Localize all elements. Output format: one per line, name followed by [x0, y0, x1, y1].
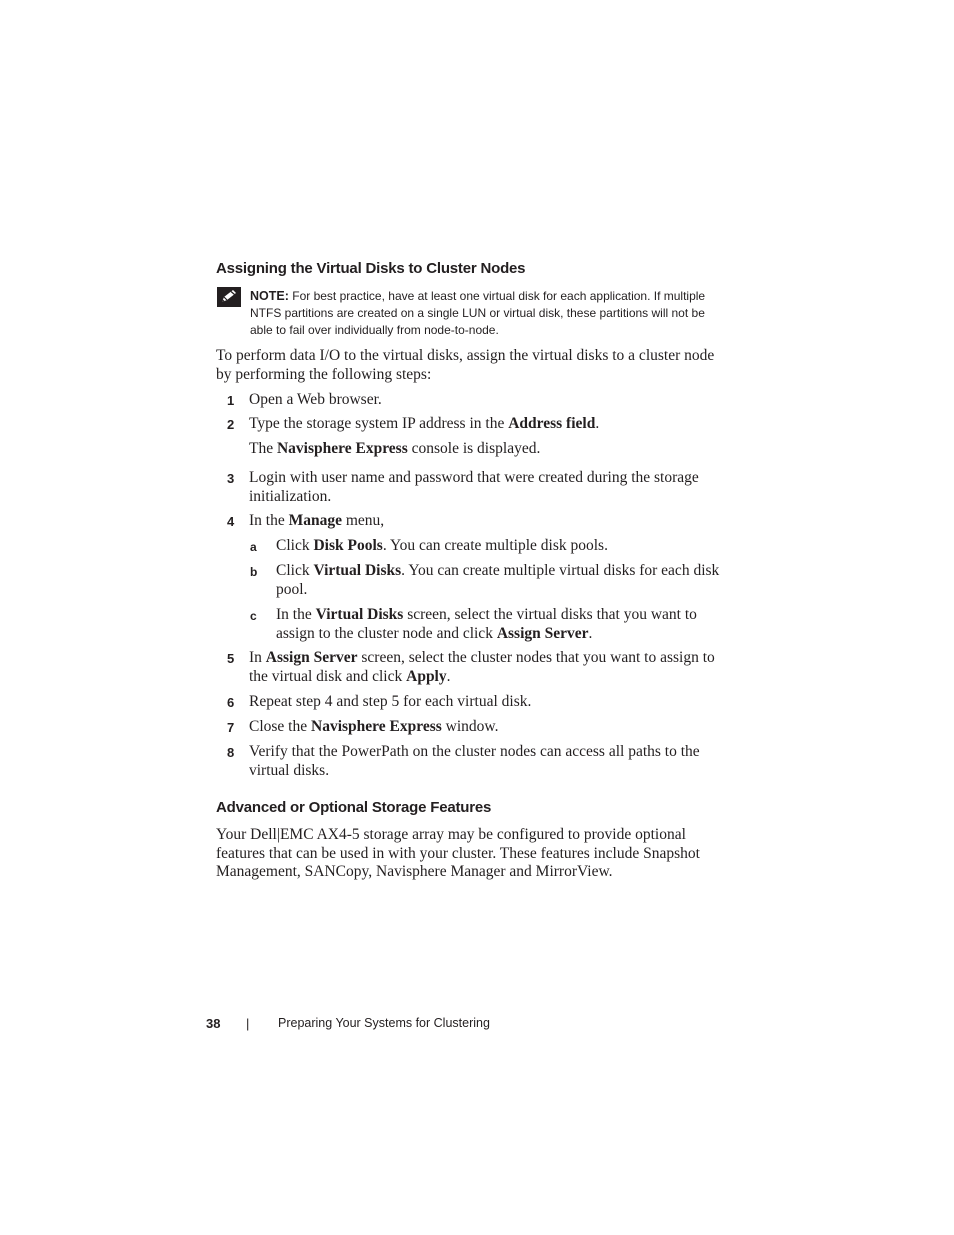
- substep-text: In the Virtual Disks screen, select the virtual disks that you want to assign to the cluster node and click Assign Server.: [276, 606, 697, 642]
- substep-text: Click Disk Pools. You can create multiple disk pools.: [276, 537, 608, 554]
- step-number: 5: [227, 651, 235, 666]
- substep-letter: c: [250, 609, 257, 623]
- ui-term: Manage: [288, 512, 342, 529]
- substep-text: Click Virtual Disks. You can create multiple virtual disks for each disk pool.: [276, 562, 720, 598]
- step-number: 3: [227, 471, 235, 486]
- substep-letter: a: [250, 540, 257, 554]
- step-result: The Navisphere Express console is displayed.: [249, 440, 541, 457]
- step-text: Close the Navisphere Express window.: [249, 718, 499, 735]
- intro-paragraph: To perform data I/O to the virtual disks, assign the virtual disks to a cluster node by performing the following steps:: [216, 347, 715, 383]
- step-number: 1: [227, 393, 235, 408]
- section-heading-advanced: Advanced or Optional Storage Features: [216, 799, 492, 816]
- footer-chapter-title: Preparing Your Systems for Clustering: [278, 1016, 490, 1030]
- step-text: Type the storage system IP address in the Address field.: [249, 415, 600, 432]
- section-heading-assigning: Assigning the Virtual Disks to Cluster Nodes: [216, 260, 526, 277]
- step-number: 8: [227, 745, 235, 760]
- ui-term: Address field: [508, 415, 596, 432]
- step-text: Login with user name and password that were created during the storage initialization.: [249, 469, 699, 505]
- note-label: NOTE:: [250, 289, 289, 303]
- substep-letter: b: [250, 565, 258, 579]
- step-number: 6: [227, 695, 235, 710]
- step-number: 2: [227, 417, 235, 432]
- step-text: In Assign Server screen, select the cluster nodes that you want to assign to the virtual disk and click Apply.: [249, 649, 715, 685]
- step-text: In the Manage menu,: [249, 512, 385, 529]
- step-number: 4: [227, 514, 235, 529]
- ui-term: Assign Server: [496, 624, 589, 642]
- ui-term: Disk Pools: [313, 537, 383, 554]
- ui-term: Virtual Disks: [313, 562, 402, 579]
- ui-term: Apply: [406, 667, 447, 685]
- page-number: 38: [206, 1016, 221, 1031]
- pencil-note-icon: [217, 287, 241, 307]
- step-number: 7: [227, 720, 235, 735]
- ui-term: Virtual Disks: [315, 606, 404, 623]
- note-text: For best practice, have at least one virtual disk for each application. If multiple NTFS partitions are created on a single LUN or virtual disk, these partitions will not be able to fail over individually from node-to-node.: [250, 289, 706, 337]
- features-paragraph: Your Dell|EMC AX4-5 storage array may be configured to provide optional features that can be used in with your cluster. These features include Snapshot Management, SANCopy, Navisphere Manager and MirrorView.: [216, 826, 700, 880]
- step-text: Verify that the PowerPath on the cluster nodes can access all paths to the virtual disks.: [249, 743, 700, 779]
- step-text: Open a Web browser.: [249, 391, 382, 408]
- footer-separator: |: [246, 1016, 250, 1031]
- ui-term: Assign Server: [265, 649, 358, 666]
- ui-term: Navisphere Express: [311, 718, 442, 735]
- note-block: [250, 288, 720, 339]
- ui-term: Navisphere Express: [276, 440, 408, 457]
- step-text: Repeat step 4 and step 5 for each virtual disk.: [249, 693, 532, 710]
